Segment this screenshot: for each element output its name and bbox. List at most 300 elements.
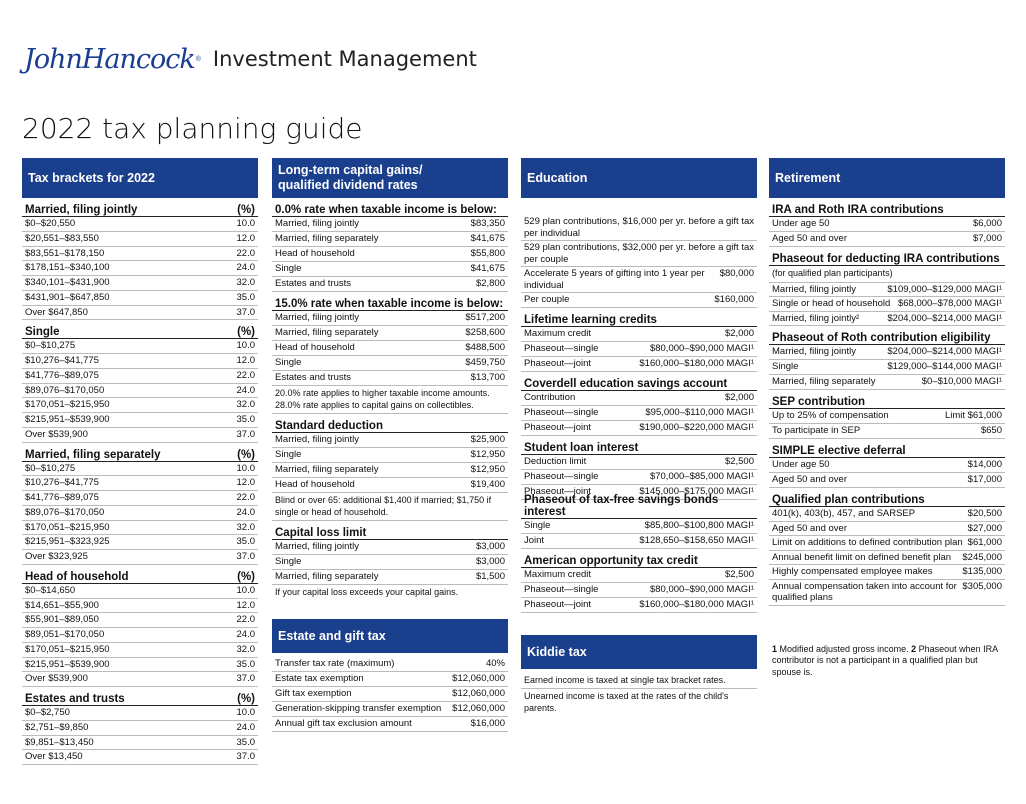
roth-section — [769, 326, 1005, 345]
coverdell-section-label: Coverdell education savings account — [524, 377, 728, 390]
head-of-household-row-value: 22.0 — [236, 614, 255, 626]
qualified-plan-row — [769, 507, 1005, 522]
single-row-label: $215,951–$539,900 — [25, 414, 110, 425]
married-filing-separately-row-label: $10,276–$41,775 — [25, 477, 99, 489]
page-title: 2022 tax planning guide — [22, 112, 363, 145]
qualified-plan-row — [769, 522, 1005, 537]
married-filing-jointly-row — [22, 276, 258, 291]
qualified-plan-row-label: Limit on additions to defined contribution plan — [772, 537, 963, 548]
standard-deduction-row-label: Head of household — [275, 479, 355, 490]
standard-deduction-row-value: $12,950 — [470, 464, 505, 475]
savings-bonds-row-label: Joint — [524, 534, 545, 546]
american-opportunity-section-label: American opportunity tax credit — [524, 554, 698, 567]
lifetime-learning-row-label: Phaseout—joint — [524, 357, 592, 369]
estates-and-trusts-section — [22, 687, 258, 706]
married-filing-jointly-section — [22, 198, 258, 217]
married-filing-separately-row — [22, 521, 258, 536]
estate-gift-row — [272, 702, 508, 717]
student-loan-row-value: $145,000–$175,000 MAGI¹ — [639, 485, 754, 497]
capital-gains-title-line1: Long-term capital gains/ — [278, 163, 423, 177]
zero-rate-row-value: $41,675 — [470, 263, 505, 274]
married-filing-separately-row — [22, 550, 258, 565]
simple-row-value: $17,000 — [967, 474, 1002, 485]
ira-row-label: Under age 50 — [772, 218, 830, 229]
qualified-plan-section-label: Qualified plan contributions — [772, 494, 925, 506]
married-filing-jointly-row-label: Over $647,850 — [25, 306, 88, 318]
simple-section-label: SIMPLE elective deferral — [772, 445, 906, 457]
qualified-plan-row-value: $27,000 — [967, 522, 1002, 534]
married-filing-separately-row-value: 22.0 — [236, 492, 255, 503]
married-filing-jointly-row — [22, 261, 258, 276]
single-row-label: $170,051–$215,950 — [25, 399, 110, 411]
american-opportunity-row — [521, 598, 757, 613]
head-of-household-section-pct-label: (%) — [237, 570, 255, 583]
single-row-label: $10,276–$41,775 — [25, 355, 99, 366]
fifteen-rate-row — [272, 341, 508, 356]
capital-gains-column — [272, 158, 508, 732]
sep-row-label: Up to 25% of compensation — [772, 410, 889, 421]
head-of-household-row-value: 10.0 — [236, 584, 255, 596]
estate-gift-row-label: Generation-skipping transfer exemption — [275, 702, 442, 714]
roth-section-label: Phaseout of Roth contribution eligibility — [772, 332, 991, 344]
ira-deduct-row-value: $109,000–$129,000 MAGI¹ — [887, 283, 1002, 295]
single-row — [22, 339, 258, 354]
capital-loss-row — [272, 540, 508, 555]
savings-bonds-row — [521, 519, 757, 534]
american-opportunity-row-value: $160,000–$180,000 MAGI¹ — [639, 598, 754, 610]
zero-rate-row-value: $2,800 — [475, 278, 505, 289]
student-loan-row-value: $70,000–$85,000 MAGI¹ — [649, 470, 754, 482]
american-opportunity-section — [521, 549, 757, 568]
sep-row — [769, 424, 1005, 439]
ira-deduct-section-label: Phaseout for deducting IRA contributions — [772, 253, 1000, 265]
savings-bonds-row-value: $128,650–$158,650 MAGI¹ — [639, 534, 754, 546]
single-row — [22, 398, 258, 413]
married-filing-separately-row — [22, 476, 258, 491]
tax-brackets-header: Tax brackets for 2022 — [22, 158, 258, 198]
retirement-column — [769, 158, 1005, 680]
qualified-plan-row-value: $135,000 — [962, 566, 1002, 577]
married-filing-separately-row-label: $215,951–$323,925 — [25, 536, 110, 548]
roth-row-value: $129,000–$144,000 MAGI¹ — [887, 361, 1002, 372]
coverdell-row-label: Contribution — [524, 391, 576, 403]
american-opportunity-row-value: $2,500 — [724, 568, 754, 580]
married-filing-jointly-section-pct-label: (%) — [237, 204, 255, 216]
education-top-row-value: $80,000 — [719, 268, 754, 279]
fifteen-rate-row — [272, 356, 508, 371]
single-row — [22, 428, 258, 443]
education-top-row — [521, 267, 757, 293]
spacer — [521, 198, 757, 215]
fifteen-rate-row-value: $459,750 — [465, 357, 505, 368]
single-section — [22, 320, 258, 339]
student-loan-row — [521, 470, 757, 485]
head-of-household-row-label: $0–$14,650 — [25, 584, 76, 596]
logo-script: JohnHancock — [24, 43, 195, 75]
tax-brackets-column — [22, 158, 258, 765]
qualified-plan-row-value: $245,000 — [962, 551, 1002, 563]
married-filing-separately-row-label: $0–$10,275 — [25, 462, 76, 474]
zero-rate-row-label: Married, filing jointly — [275, 218, 359, 229]
simple-row — [769, 458, 1005, 473]
estates-and-trusts-row — [22, 721, 258, 736]
head-of-household-row — [22, 643, 258, 658]
single-row-value: 32.0 — [236, 399, 255, 411]
estates-and-trusts-row-value: 10.0 — [236, 707, 255, 718]
kiddie-tax-header: Kiddie tax — [521, 635, 757, 669]
capital-loss-row — [272, 570, 508, 585]
coverdell-section — [521, 372, 757, 391]
qualified-plan-row — [769, 580, 1005, 606]
zero-rate-row-label: Estates and trusts — [275, 278, 352, 289]
kiddie-note-earned: Earned income is taxed at single tax bracket rates. — [521, 673, 757, 690]
ira-row — [769, 232, 1005, 247]
married-filing-jointly-row-value: 10.0 — [236, 218, 255, 229]
standard-deduction-row-value: $25,900 — [470, 434, 505, 445]
single-row-value: 37.0 — [236, 428, 255, 440]
student-loan-row-value: $2,500 — [724, 455, 754, 467]
estates-and-trusts-row-label: Over $13,450 — [25, 751, 83, 763]
standard-deduction-row — [272, 463, 508, 478]
standard-deduction-row — [272, 448, 508, 463]
estate-gift-row — [272, 672, 508, 687]
american-opportunity-row — [521, 568, 757, 583]
education-top-row — [521, 215, 757, 241]
zero-rate-row-label: Head of household — [275, 248, 355, 259]
married-filing-separately-row-value: 12.0 — [236, 477, 255, 489]
zero-rate-row-label: Single — [275, 263, 302, 274]
zero-rate-row-value: $55,800 — [470, 248, 505, 259]
married-filing-separately-row-label: $89,076–$170,050 — [25, 506, 105, 518]
estates-and-trusts-row-value: 35.0 — [236, 736, 255, 748]
lifetime-learning-row-value: $2,000 — [724, 327, 754, 339]
estate-gift-row-label: Transfer tax rate (maximum) — [275, 657, 395, 669]
head-of-household-row-value: 37.0 — [236, 673, 255, 685]
single-row-value: 22.0 — [236, 369, 255, 381]
estate-gift-row-label: Gift tax exemption — [275, 687, 352, 699]
capital-loss-note: If your capital loss exceeds your capital gains. — [275, 587, 459, 597]
ira-row-label: Aged 50 and over — [772, 233, 848, 244]
ira-row-value: $6,000 — [972, 218, 1002, 229]
lifetime-learning-row-label: Maximum credit — [524, 327, 592, 339]
retirement-header: Retirement — [769, 158, 1005, 198]
fifteen-rate-row-label: Married, filing jointly — [275, 312, 359, 323]
single-row — [22, 354, 258, 369]
standard-deduction-row-value: $19,400 — [470, 479, 505, 490]
single-section-label: Single — [25, 326, 60, 339]
lifetime-learning-row-value: $160,000–$180,000 MAGI¹ — [639, 357, 754, 369]
roth-row-label: Single — [772, 361, 799, 372]
estate-gift-row-value: $16,000 — [470, 717, 505, 729]
education-column — [521, 158, 757, 716]
capital-loss-row-value: $3,000 — [475, 556, 505, 567]
estates-and-trusts-row — [22, 706, 258, 721]
zero-rate-row — [272, 277, 508, 292]
coverdell-row — [521, 406, 757, 421]
zero-rate-section — [272, 198, 508, 217]
estate-gift-row — [272, 687, 508, 702]
fifteen-rate-row-label: Single — [275, 357, 302, 368]
married-filing-separately-row — [22, 506, 258, 521]
ira-section-label: IRA and Roth IRA contributions — [772, 204, 944, 216]
footnote-1-marker: 1 — [772, 643, 778, 654]
registered-mark-icon: ® — [195, 55, 201, 63]
fifteen-rate-row-label: Married, filing separately — [275, 327, 379, 338]
ira-deduct-row — [769, 297, 1005, 312]
footnote-2-text: Phaseout when IRA contributor is not a participant in a qualified plan but spouse is. — [772, 643, 998, 677]
simple-section — [769, 439, 1005, 458]
standard-deduction-note: Blind or over 65: additional $1,400 if married; $1,750 if single or head of household. — [272, 493, 508, 521]
married-filing-jointly-row-label: $83,551–$178,150 — [25, 247, 105, 259]
roth-row — [769, 345, 1005, 360]
coverdell-row — [521, 421, 757, 436]
qualified-plan-row-label: 401(k), 403(b), 457, and SARSEP — [772, 508, 916, 519]
estates-and-trusts-section-label: Estates and trusts — [25, 693, 125, 705]
married-filing-separately-row — [22, 462, 258, 477]
married-filing-jointly-row-value: 12.0 — [236, 232, 255, 244]
zero-rate-row — [272, 247, 508, 262]
qualified-plan-section — [769, 488, 1005, 507]
student-loan-row-label: Deduction limit — [524, 455, 587, 467]
fifteen-rate-row — [272, 371, 508, 386]
head-of-household-row — [22, 628, 258, 643]
head-of-household-row-label: $170,051–$215,950 — [25, 643, 110, 655]
single-row — [22, 369, 258, 384]
married-filing-jointly-row-label: $178,151–$340,100 — [25, 262, 110, 274]
footnote-1-text: Modified adjusted gross income. — [777, 643, 912, 654]
lifetime-learning-row — [521, 357, 757, 372]
standard-deduction-row — [272, 433, 508, 448]
married-filing-jointly-row — [22, 306, 258, 321]
rate-notes — [272, 386, 508, 414]
head-of-household-row — [22, 584, 258, 599]
estates-and-trusts-row-label: $2,751–$9,850 — [25, 721, 89, 733]
head-of-household-row — [22, 672, 258, 687]
american-opportunity-row-label: Maximum credit — [524, 568, 592, 580]
standard-deduction-row-label: Married, filing jointly — [275, 434, 359, 445]
head-of-household-row-value: 35.0 — [236, 658, 255, 670]
head-of-household-row-label: $89,051–$170,050 — [25, 629, 105, 640]
savings-bonds-section-label: Phaseout of tax-free savings bonds interest — [524, 493, 719, 518]
head-of-household-row-value: 12.0 — [236, 599, 255, 611]
fifteen-rate-row-value: $13,700 — [470, 372, 505, 383]
fifteen-rate-row-value: $488,500 — [465, 342, 505, 353]
single-row-label: $0–$10,275 — [25, 340, 76, 352]
qualified-plan-row-label: Aged 50 and over — [772, 522, 848, 534]
lifetime-learning-section-label: Lifetime learning credits — [524, 313, 657, 326]
sep-row-value: $650 — [980, 425, 1002, 436]
fifteen-rate-section — [272, 292, 508, 311]
married-filing-jointly-row-label: $20,551–$83,550 — [25, 232, 99, 244]
head-of-household-row — [22, 658, 258, 673]
capital-loss-row-label: Single — [275, 556, 302, 567]
education-header: Education — [521, 158, 757, 198]
qualified-plan-row-value: $305,000 — [962, 580, 1002, 592]
capital-loss-row-label: Married, filing separately — [275, 571, 379, 582]
head-of-household-section-label: Head of household — [25, 570, 129, 583]
married-filing-jointly-row-value: 24.0 — [236, 262, 255, 274]
coverdell-row — [521, 391, 757, 406]
rate-note-higher: 20.0% rate applies to higher taxable income amounts. — [275, 388, 490, 398]
john-hancock-logo — [24, 34, 477, 84]
estates-and-trusts-row-value: 37.0 — [236, 751, 255, 763]
married-filing-separately-section-label: Married, filing separately — [25, 448, 161, 461]
married-filing-jointly-row-value: 35.0 — [236, 291, 255, 303]
head-of-household-row — [22, 613, 258, 628]
sep-row-label: To participate in SEP — [772, 425, 861, 436]
married-filing-separately-row-value: 37.0 — [236, 551, 255, 562]
ira-deduct-row-label: Single or head of household — [772, 298, 891, 309]
qualified-plan-row — [769, 551, 1005, 566]
fifteen-rate-row-value: $258,600 — [465, 327, 505, 338]
coverdell-row-value: $95,000–$110,000 MAGI¹ — [645, 406, 754, 418]
student-loan-row-label: Phaseout—single — [524, 470, 599, 482]
savings-bonds-row-value: $85,800–$100,800 MAGI¹ — [644, 519, 754, 531]
head-of-household-row-label: Over $539,900 — [25, 673, 88, 685]
estates-and-trusts-row-value: 24.0 — [236, 721, 255, 733]
fifteen-rate-row-label: Estates and trusts — [275, 372, 352, 383]
married-filing-jointly-row-label: $0–$20,550 — [25, 218, 76, 229]
ira-deduct-row-value: $204,000–$214,000 MAGI¹ — [887, 312, 1002, 324]
married-filing-jointly-row — [22, 232, 258, 247]
coverdell-row-label: Phaseout—single — [524, 406, 599, 418]
estates-and-trusts-row — [22, 736, 258, 751]
ira-deduct-row — [769, 312, 1005, 327]
qualified-plan-row-value: $20,500 — [967, 508, 1002, 519]
married-filing-separately-row-value: 10.0 — [236, 462, 255, 474]
capital-gains-title-line2: qualified dividend rates — [278, 178, 418, 192]
zero-rate-row — [272, 232, 508, 247]
qualified-plan-row-value: $61,000 — [967, 537, 1002, 548]
coverdell-row-label: Phaseout—joint — [524, 421, 592, 433]
qualified-plan-row — [769, 565, 1005, 580]
footnote-2-marker: 2 — [911, 643, 917, 654]
education-top-row — [521, 293, 757, 308]
single-row-value: 24.0 — [236, 384, 255, 396]
lifetime-learning-row-label: Phaseout—single — [524, 342, 599, 354]
simple-row-label: Under age 50 — [772, 459, 830, 470]
zero-rate-row — [272, 217, 508, 232]
education-top-row-label: Accelerate 5 years of gifting into 1 year per individual — [524, 268, 705, 291]
sep-section — [769, 390, 1005, 409]
married-filing-separately-row-label: $170,051–$215,950 — [25, 521, 110, 533]
student-loan-row-label: Phaseout—joint — [524, 485, 592, 497]
savings-bonds-section — [521, 493, 757, 519]
married-filing-separately-row-value: 35.0 — [236, 536, 255, 548]
fifteen-rate-row-value: $517,200 — [465, 312, 505, 323]
married-filing-separately-section-pct-label: (%) — [237, 448, 255, 461]
standard-deduction-row-value: $12,950 — [470, 449, 505, 460]
sep-section-label: SEP contribution — [772, 396, 866, 408]
standard-deduction-section-label: Standard deduction — [275, 420, 383, 432]
lifetime-learning-row — [521, 342, 757, 357]
fifteen-rate-row — [272, 326, 508, 341]
married-filing-separately-row-value: 32.0 — [236, 521, 255, 533]
married-filing-jointly-row-label: $340,101–$431,900 — [25, 277, 110, 288]
ira-deduct-row-value: $68,000–$78,000 MAGI¹ — [897, 298, 1002, 309]
single-row-value: 35.0 — [236, 414, 255, 425]
simple-row-label: Aged 50 and over — [772, 474, 848, 485]
kiddie-note-unearned: Unearned income is taxed at the rates of the child's parents. — [524, 691, 729, 713]
married-filing-jointly-row-value: 32.0 — [236, 277, 255, 288]
education-top-row-value: $32,000 per yr. before a gift tax — [622, 242, 754, 253]
estate-gift-row — [272, 717, 508, 732]
zero-rate-section-label: 0.0% rate when taxable income is below: — [275, 204, 497, 216]
estate-gift-row — [272, 657, 508, 672]
qualified-plan-row — [769, 536, 1005, 551]
sep-row — [769, 409, 1005, 424]
ira-row-value: $7,000 — [972, 233, 1002, 244]
coverdell-row-value: $2,000 — [724, 391, 754, 403]
estate-gift-row-value: $12,060,000 — [452, 687, 505, 699]
savings-bonds-row-label: Single — [524, 519, 551, 531]
rate-note-collectibles: 28.0% rate applies to capital gains on collectibles. — [275, 399, 474, 410]
fifteen-rate-section-label: 15.0% rate when taxable income is below: — [275, 298, 504, 310]
married-filing-jointly-row-value: 22.0 — [236, 247, 255, 259]
married-filing-separately-row-label: $41,776–$89,075 — [25, 492, 99, 503]
zero-rate-row-value: $41,675 — [470, 233, 505, 244]
education-top-row-value: $160,000 — [714, 294, 754, 305]
head-of-household-row-value: 32.0 — [236, 643, 255, 655]
single-section-pct-label: (%) — [237, 326, 255, 339]
single-row-label: $89,076–$170,050 — [25, 384, 105, 396]
head-of-household-section — [22, 565, 258, 584]
estates-and-trusts-row-label: $0–$2,750 — [25, 707, 70, 718]
zero-rate-row — [272, 262, 508, 277]
student-loan-row — [521, 455, 757, 470]
married-filing-jointly-row — [22, 291, 258, 306]
single-row — [22, 384, 258, 399]
fifteen-rate-row-label: Head of household — [275, 342, 355, 353]
estate-gift-row-value: $12,060,000 — [452, 672, 505, 684]
married-filing-jointly-row-label: $431,901–$647,850 — [25, 291, 110, 303]
savings-bonds-row — [521, 534, 757, 549]
single-row-value: 10.0 — [236, 340, 255, 352]
zero-rate-row-value: $83,350 — [470, 218, 505, 229]
head-of-household-row-value: 24.0 — [236, 629, 255, 640]
estates-and-trusts-row — [22, 750, 258, 765]
estates-and-trusts-section-pct-label: (%) — [237, 693, 255, 705]
married-filing-separately-section — [22, 443, 258, 462]
estate-gift-row-label: Annual gift tax exclusion amount — [275, 717, 412, 729]
ira-deduct-section — [769, 247, 1005, 266]
standard-deduction-row-label: Married, filing separately — [275, 464, 379, 475]
roth-row-value: $204,000–$214,000 MAGI¹ — [887, 346, 1002, 357]
education-top-row-label: 529 plan contributions, per individual — [524, 216, 620, 239]
married-filing-separately-row-value: 24.0 — [236, 506, 255, 518]
single-row — [22, 413, 258, 428]
head-of-household-row-label: $14,651–$55,900 — [25, 599, 99, 611]
ira-section — [769, 198, 1005, 217]
married-filing-separately-row-label: Over $323,925 — [25, 551, 88, 562]
fifteen-rate-row — [272, 311, 508, 326]
ira-deduct-row — [769, 283, 1005, 298]
roth-row-label: Married, filing jointly — [772, 346, 856, 357]
head-of-household-row-label: $55,901–$89,050 — [25, 614, 99, 626]
ira-row — [769, 217, 1005, 232]
married-filing-jointly-section-label: Married, filing jointly — [25, 204, 138, 216]
lifetime-learning-row-value: $80,000–$90,000 MAGI¹ — [649, 342, 754, 354]
american-opportunity-row-value: $80,000–$90,000 MAGI¹ — [649, 583, 754, 595]
estate-gift-header: Estate and gift tax — [272, 619, 508, 653]
married-filing-jointly-row-value: 37.0 — [236, 306, 255, 318]
capital-loss-row-label: Married, filing jointly — [275, 541, 359, 552]
ira-deduct-row-label: Married, filing jointly² — [772, 312, 860, 324]
married-filing-jointly-row — [22, 247, 258, 262]
lifetime-learning-section — [521, 308, 757, 327]
standard-deduction-row — [272, 478, 508, 493]
roth-row — [769, 375, 1005, 390]
